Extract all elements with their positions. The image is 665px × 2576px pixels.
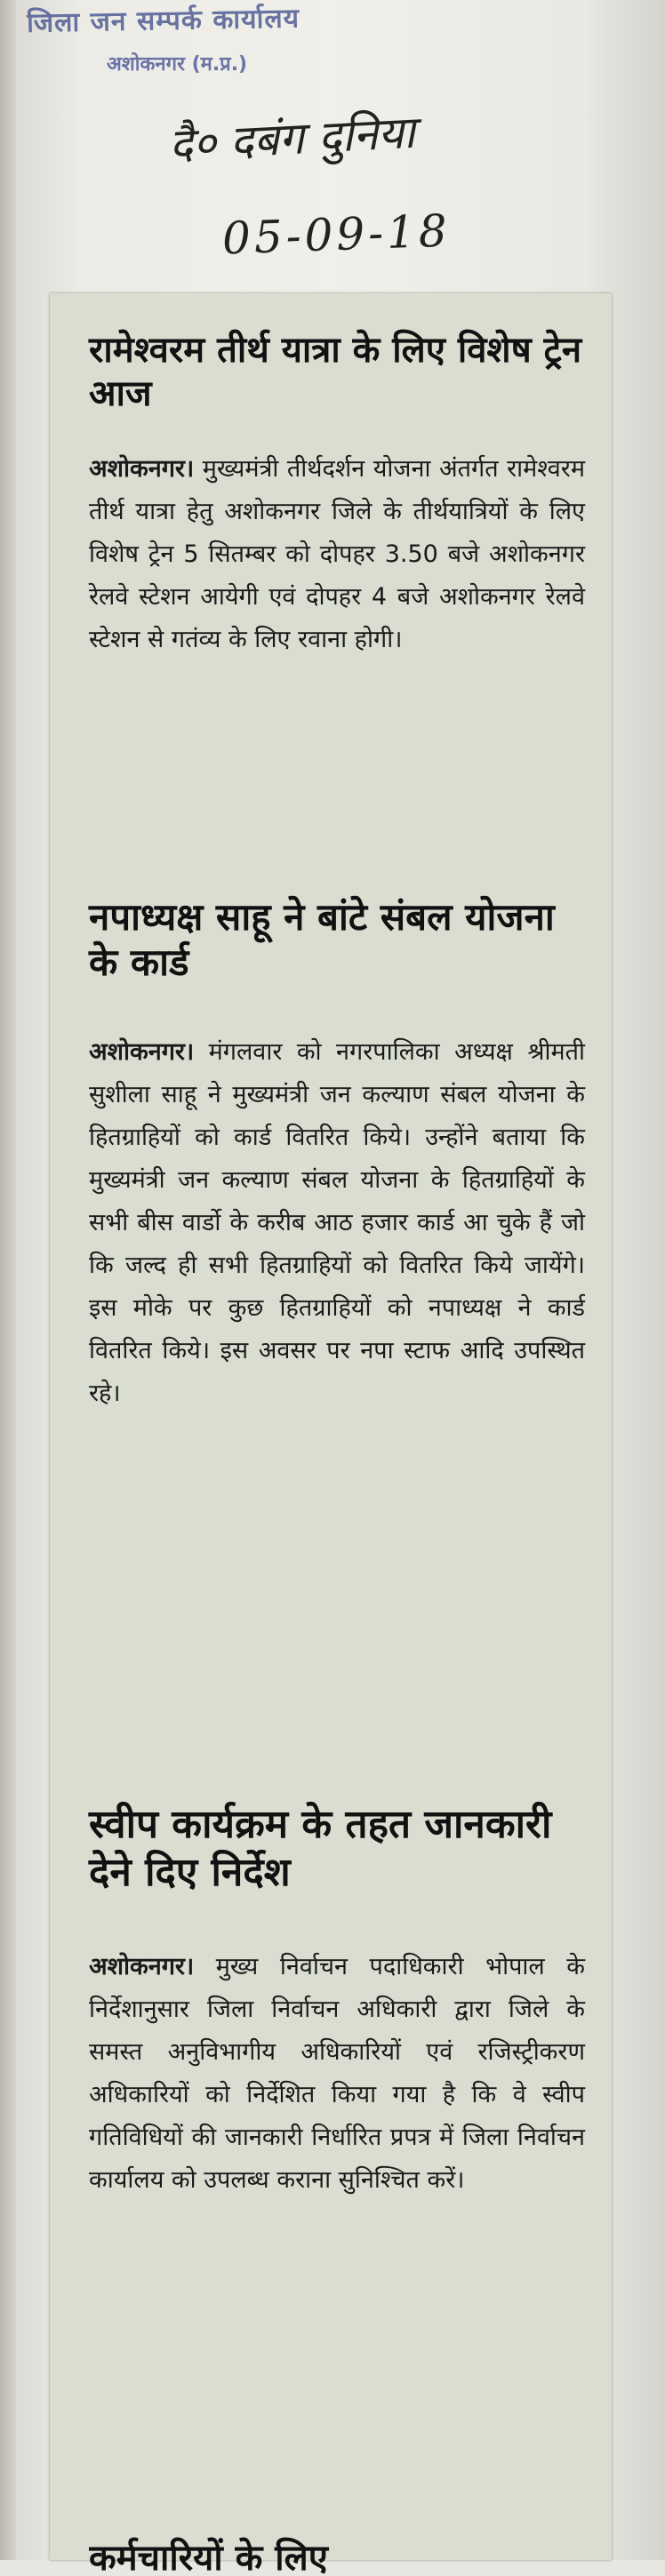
handwritten-date: 05-09-18	[221, 204, 452, 265]
article-headline: स्वीप कार्यक्रम के तहत जानकारी देने दिए निर्देश	[89, 1802, 552, 1895]
article-dateline: अशोकनगर।	[89, 1953, 195, 1981]
article-body	[89, 448, 585, 661]
cut-off-headline	[89, 2537, 585, 2576]
article-rameshwaram-train	[89, 329, 585, 661]
article-body	[89, 1946, 585, 2202]
handwritten-paper-name: दै० दबंग दुनिया	[167, 106, 417, 172]
article-sweep-program	[89, 1801, 585, 2202]
masthead-place: अशोकनगर (म.प्र.)	[107, 53, 248, 76]
cut-off-headline-text: कर्मचारियों के लिए	[89, 2538, 328, 2576]
article-text: मुख्यमंत्री तीर्थदर्शन योजना अंतर्गत रामेश्वरम तीर्थ यात्रा हेतु अशोकनगर जिले के तीर्थयात्रियों के लिए विशेष ट्रेन 5 सितम्बर को दोपहर 3.50 बजे अशोकनगर रेलवे स्टेशन आयेगी एवं दोपहर 4 बजे अशोकनगर रेलवे स्टेशन से गतंव्य के लिए रवाना होगी।	[89, 454, 585, 653]
newspaper-clipping	[50, 293, 612, 2576]
article-dateline: अशोकनगर।	[89, 454, 195, 483]
article-text: मुख्य निर्वाचन पदाधिकारी भोपाल के निर्देशानुसार जिला निर्वाचन अधिकारी द्वारा जिले के समस्त अनुविभागीय अधिकारियों एवं रजिस्ट्रीकरण अधिकारियों को निर्देशित किया गया है कि वे स्वीप गतिविधियों की जानकारी निर्धारित प्रपत्र में जिला निर्वाचन कार्यालय को उपलब्ध कराना सुनिश्चित करें।	[89, 1953, 585, 2195]
article-sambal-cards	[89, 894, 585, 1415]
article-headline: नपाध्यक्ष साहू ने बांटे संबल योजना के कार्ड	[89, 895, 555, 985]
article-headline: रामेश्वरम तीर्थ यात्रा के लिए विशेष ट्रेन आज	[89, 330, 582, 414]
page-binding-edge	[0, 0, 16, 2560]
article-text: मंगलवार को नगरपालिका अध्यक्ष श्रीमती सुशीला साहू ने मुख्यमंत्री जन कल्याण संबल योजना के हितग्राहियों को कार्ड वितरित किये। उन्होंने बताया कि मुख्यमंत्री जन कल्याण संबल योजना के हितग्राहियों के सभी बीस वार्डो के करीब आठ हजार कार्ड आ चुके हैं जो कि जल्द ही सभी हितग्राहियों को वितरित किये जायेंगे। इस मोके पर कुछ हितग्राहियों को नपाध्यक्ष ने कार्ड वितरित किये। इस अवसर पर नपा स्टाफ आदि उपस्थित रहे।	[89, 1038, 585, 1408]
masthead-office: जिला जन सम्पर्क कार्यालय	[26, 3, 300, 39]
article-dateline: अशोकनगर।	[89, 1038, 195, 1067]
article-body	[89, 1031, 585, 1415]
